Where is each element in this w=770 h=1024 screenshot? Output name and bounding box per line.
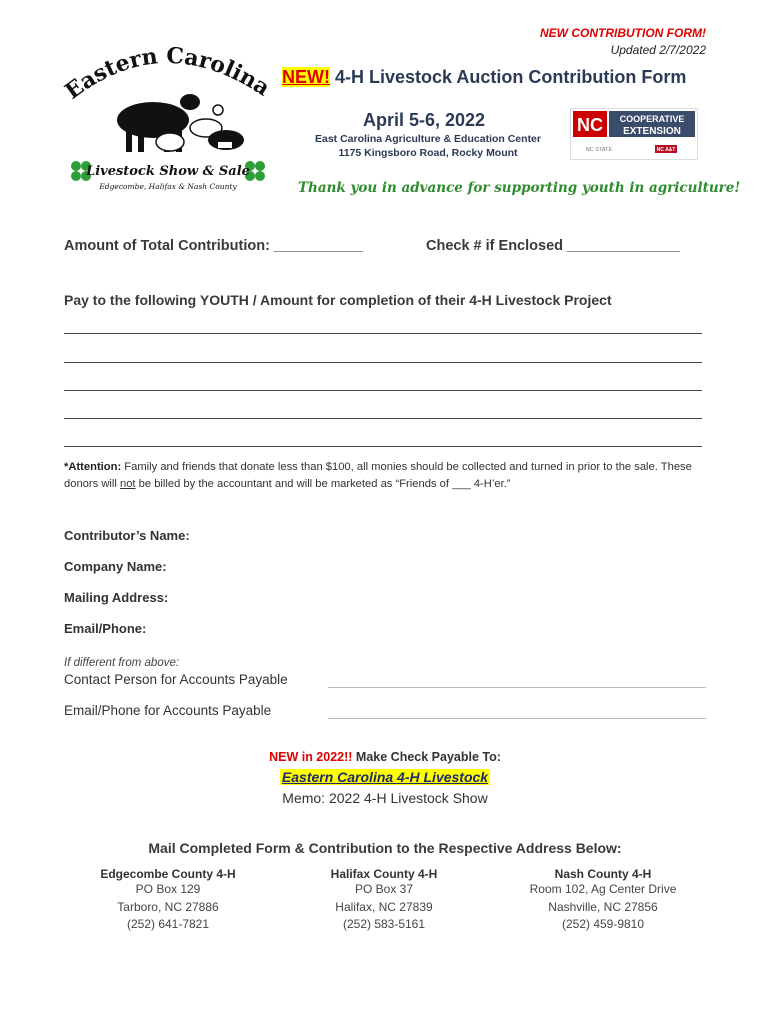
memo-text: Memo: 2022 4-H Livestock Show (282, 790, 488, 806)
company-name-field[interactable]: Company Name: (64, 559, 167, 574)
attention-not: not (119, 478, 136, 490)
address-name: Halifax County 4-H (330, 867, 438, 881)
updated-date: Updated 2/7/2022 (610, 43, 706, 57)
attention-note (64, 459, 704, 493)
address-name: Edgecombe County 4-H (100, 867, 236, 881)
address-line: PO Box 129 (135, 882, 201, 896)
payee-wrap (0, 769, 770, 787)
contact-ap-label: Contact Person for Accounts Payable (64, 672, 288, 687)
eastern-carolina-logo (58, 38, 278, 198)
nc-mark: NC (577, 115, 603, 135)
address-line: Room 102, Ag Center Drive (529, 882, 677, 896)
attention-label: *Attention: (64, 461, 122, 473)
title-new-badge: NEW! (282, 67, 330, 87)
address-city: Nashville, NC 27856 (548, 899, 658, 914)
attention-text-1: Family and friends that donate less than $100, all monies should be collected and turned in prior to the sale. These donors will (64, 461, 692, 490)
youth-line-3[interactable] (64, 390, 702, 391)
svg-text:Eastern Carolina 4-H (58, 38, 275, 105)
logo-banner: Livestock Show & Sale (86, 164, 250, 179)
address-city: Halifax, NC 27839 (335, 899, 433, 914)
youth-line-4[interactable] (64, 418, 702, 419)
ext-line2: EXTENSION (623, 126, 681, 137)
mailing-address-field[interactable]: Mailing Address: (64, 590, 169, 605)
new-2022-tag: NEW in 2022!! (269, 750, 353, 764)
email-phone-field[interactable]: Email/Phone: (64, 621, 147, 636)
logo-counties: Edgecombe, Halifax & Nash County (99, 182, 237, 191)
contact-ap-input[interactable] (328, 687, 706, 688)
address-city: Tarboro, NC 27886 (117, 899, 219, 914)
partner-2: NC A&T (656, 147, 676, 153)
logo-arc-text: Eastern Carolina (60, 42, 275, 105)
thanks-message: Thank you in advance for supporting youth in agriculture! (298, 180, 741, 196)
amount-label[interactable]: Amount of Total Contribution: ___________ (64, 238, 363, 254)
youth-line-2[interactable] (64, 362, 702, 363)
title-text: 4-H Livestock Auction Contribution Form (330, 67, 687, 87)
address-phone: (252) 459-9810 (561, 917, 645, 931)
new-form-notice: NEW CONTRIBUTION FORM! (540, 26, 706, 40)
event-date: April 5-6, 2022 (363, 110, 486, 130)
pay-to-label: Pay to the following YOUTH / Amount for completion of their 4-H Livestock Project (64, 292, 612, 308)
attention-text-2: be billed by the accountant and will be marketed as “Friends of ___ 4-H’er.” (135, 478, 511, 490)
contributor-name-field[interactable]: Contributor’s Name: (64, 528, 190, 543)
email-ap-label: Email/Phone for Accounts Payable (64, 703, 272, 718)
payee-name: Eastern Carolina 4-H Livestock (281, 769, 489, 785)
youth-line-1[interactable] (64, 333, 702, 334)
form-title (282, 67, 686, 88)
email-ap-input[interactable] (328, 718, 706, 719)
payable-heading (0, 750, 770, 764)
if-different-note: If different from above: (64, 657, 180, 669)
address-name: Nash County 4-H (554, 867, 652, 881)
venue-line-2: 1175 Kingsboro Road, Rocky Mount (338, 147, 518, 159)
ext-line1: COOPERATIVE (619, 114, 685, 124)
nc-extension-logo (570, 108, 698, 160)
address-halifax (296, 867, 472, 934)
check-label[interactable]: Check # if Enclosed ______________ (426, 238, 680, 254)
address-nash (508, 867, 698, 934)
make-check-text: Make Check Payable To: (352, 750, 501, 764)
venue-line-1: East Carolina Agriculture & Education Center (315, 133, 541, 145)
address-phone: (252) 583-5161 (342, 917, 426, 931)
event-venue (300, 132, 556, 160)
address-edgecombe (80, 867, 256, 934)
address-line: PO Box 37 (354, 882, 414, 896)
youth-line-5[interactable] (64, 446, 702, 447)
address-phone: (252) 641-7821 (126, 917, 210, 931)
mail-heading: Mail Completed Form & Contribution to the Respective Address Below: (148, 840, 622, 856)
partner-1: NC STATE (585, 147, 613, 153)
